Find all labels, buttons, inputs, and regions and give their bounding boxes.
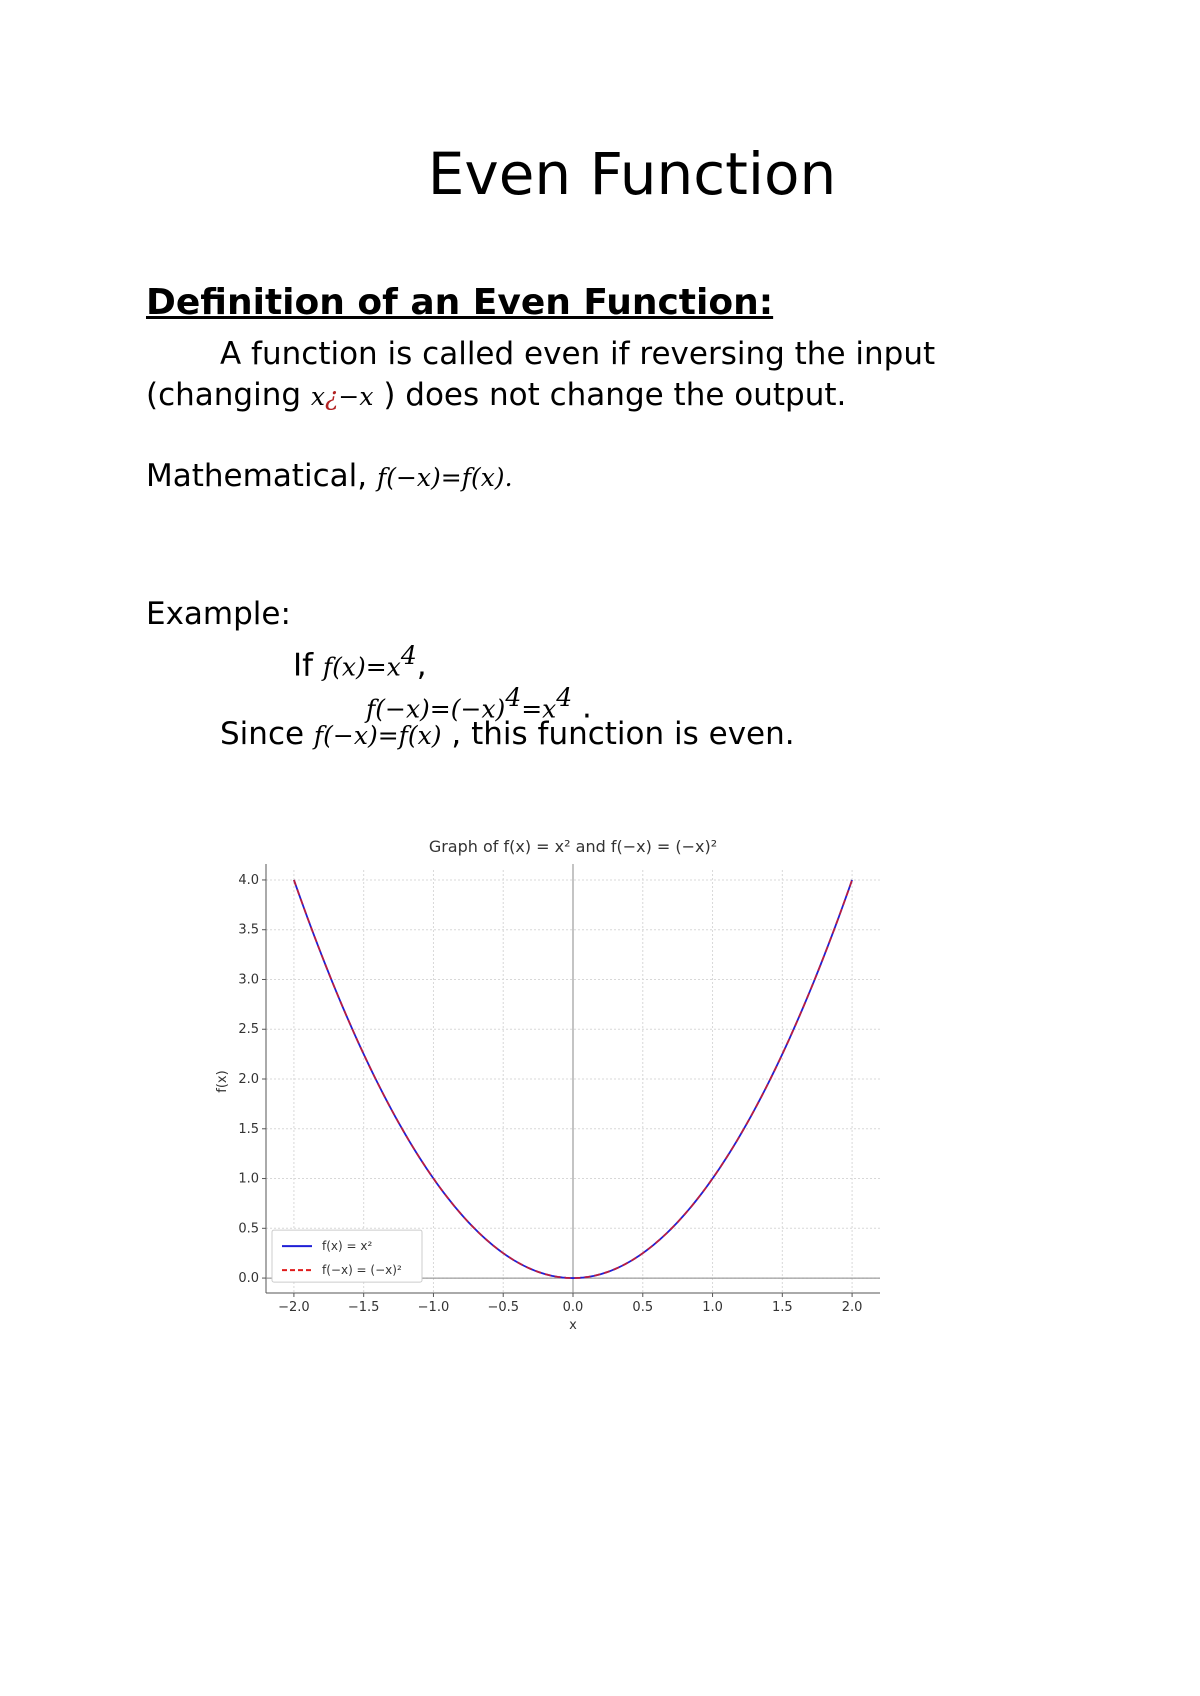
document-title: Even Function [427,140,837,208]
missing-glyph: ¿ [325,382,339,411]
x-tick-label: −1.5 [347,1300,380,1315]
example-fx: f(x)=x [322,652,401,682]
math-x: x [310,382,326,411]
y-axis-label: f(x) [215,1070,230,1093]
y-tick-label: 2.5 [238,1022,259,1038]
x-tick-label: 0.0 [562,1300,584,1315]
legend-label: f(−x) = (−x)² [322,1263,402,1278]
parabola-chart [210,828,910,1348]
definition-text-a: (changing [146,377,311,413]
y-tick-label: 4.0 [238,872,259,888]
y-tick-label: 1.0 [238,1171,259,1187]
conclusion-text-b: , this function is even. [441,716,795,752]
example-computation-a: f(−x)=(−x) [366,694,506,724]
x-tick-label: 2.0 [841,1300,863,1315]
x-tick-label: 0.5 [632,1300,654,1315]
example-if-text: If [293,647,323,684]
example-computation-b: =x [521,694,557,724]
conclusion-text-a: Since [220,716,314,752]
x-tick-label: −1.0 [417,1300,450,1315]
example-computation-exp-2: 4 [556,683,573,712]
chart-title: Graph of f(x) = x² and f(−x) = (−x)² [428,837,718,856]
y-tick-label: 0.0 [238,1271,259,1287]
math-definition-line [146,456,513,498]
example-comma: , [416,647,427,684]
conclusion-math: f(−x)=f(x) [313,721,442,750]
example-computation-exp-1: 4 [505,683,522,712]
y-tick-label: 2.0 [238,1072,259,1088]
definition-line-1: A function is called even if reversing the input [220,336,936,372]
math-expression: f(−x)=f(x). [376,463,513,492]
math-neg-x: −x [338,382,374,411]
example-fx-exponent: 4 [400,641,417,670]
legend-label: f(x) = x² [322,1239,373,1254]
x-tick-label: −2.0 [278,1300,310,1315]
conclusion-line [220,714,795,756]
x-tick-label: 1.5 [771,1300,793,1315]
definition-text-b: ) does not change the output. [373,377,847,413]
math-lead-text: Mathematical, [146,458,377,494]
y-tick-label: 3.5 [238,922,259,938]
x-axis-label: x [569,1318,577,1333]
y-tick-label: 1.5 [238,1121,259,1137]
y-tick-label: 3.0 [238,972,259,988]
definition-line-2 [146,375,846,417]
x-tick-label: 1.0 [702,1300,723,1315]
section-heading: Definition of an Even Function: [146,282,774,323]
x-tick-label: −0.5 [487,1300,520,1315]
example-computation-dot: . [572,689,592,726]
example-label: Example: [146,596,291,632]
y-tick-label: 0.5 [238,1221,259,1237]
